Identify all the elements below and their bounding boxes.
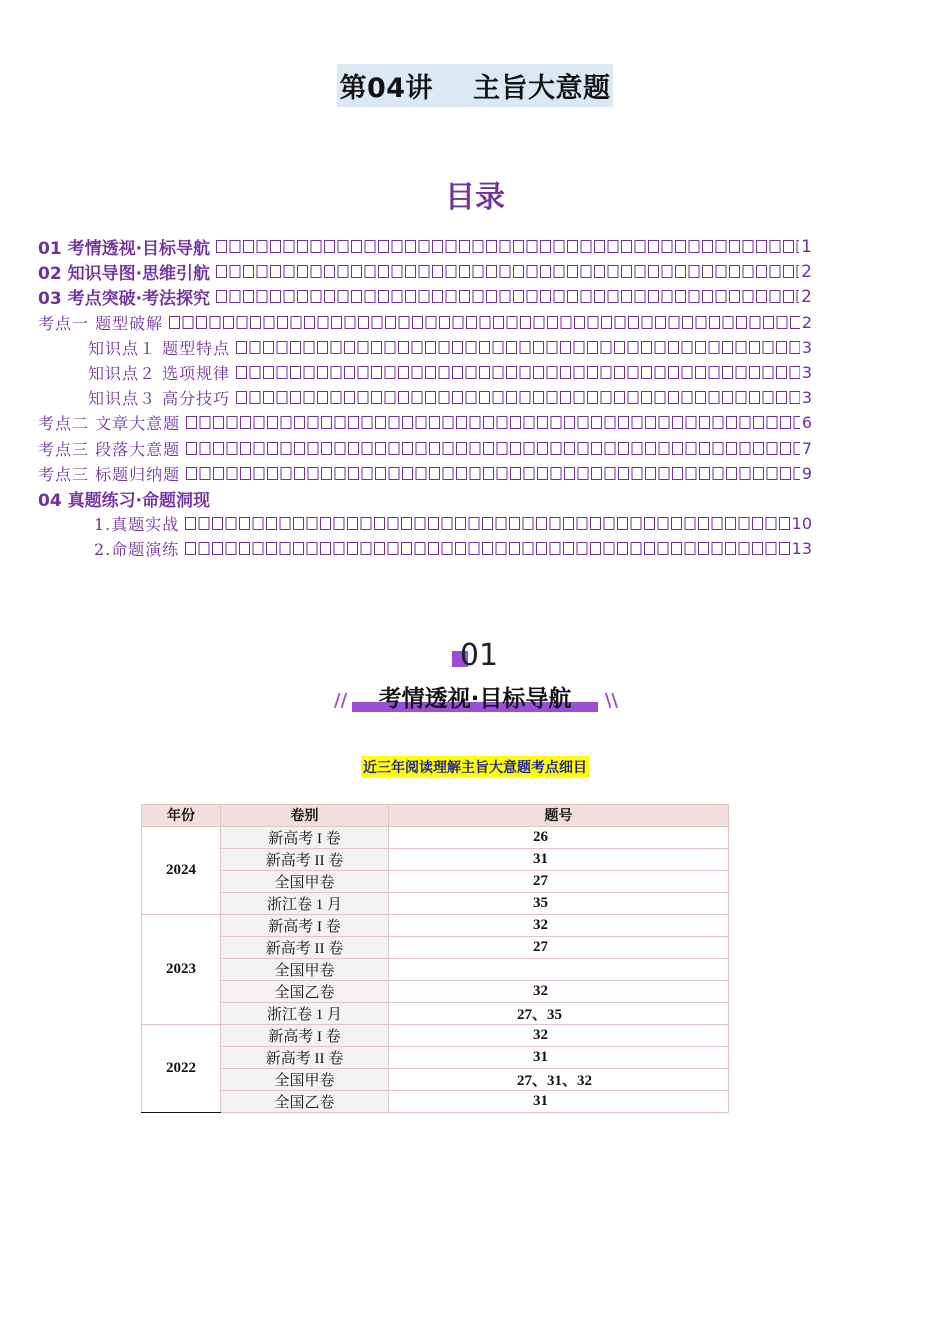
toc-entry-page: 1 (801, 236, 812, 257)
toc-leader (185, 517, 789, 530)
year-cell: 2024 (142, 826, 221, 914)
toc-entry-page: 2 (801, 312, 812, 332)
toc-entry[interactable] (38, 511, 812, 536)
table-caption: 近三年阅读理解主旨大意题考点细目 (361, 756, 589, 778)
paper-cell: 浙江卷 1 月 (221, 892, 389, 914)
toc-entry-page: 10 (791, 514, 812, 534)
paper-cell: 全国甲卷 (221, 1068, 389, 1090)
section-number (0, 638, 950, 673)
toc-entry-label: 考点二 文章大意题 (38, 414, 181, 434)
paper-cell: 全国甲卷 (221, 870, 389, 892)
header-year: 年份 (142, 805, 221, 827)
toc-entry-page: 3 (801, 363, 812, 383)
toc-entry[interactable] (38, 284, 812, 309)
toc-entry-page: 13 (791, 539, 812, 559)
questions-cell: 31 (389, 848, 729, 870)
paper-cell: 新高考 II 卷 (221, 1046, 389, 1068)
toc-leader (236, 341, 800, 354)
table-row (142, 848, 729, 870)
toc-entry-label: 知识点２ 选项规律 (88, 364, 231, 384)
table-row (142, 936, 729, 958)
toc-entry-page: 3 (801, 337, 812, 357)
toc-entry-label: 2.命题演练 (94, 540, 180, 560)
table-header-row (142, 805, 729, 827)
toc-entry-label: 考点三 段落大意题 (38, 439, 181, 459)
exam-table (141, 804, 729, 1113)
toc-entry-label: 考点三 标题归纳题 (38, 464, 181, 484)
table-row (142, 826, 729, 848)
toc-entry[interactable] (38, 536, 812, 561)
toc-entry-label: 1.真题实战 (94, 515, 180, 535)
questions-cell: 31 (389, 1090, 729, 1112)
toc-entry-page: 3 (801, 388, 812, 408)
table-row (142, 1090, 729, 1112)
toc-entry[interactable] (38, 259, 812, 284)
section-banner (330, 680, 620, 716)
toc-entry-label: 03 考点突破·考法探究 (38, 289, 211, 310)
toc-entry[interactable] (38, 234, 812, 259)
toc-leader (186, 442, 800, 455)
table-row (142, 980, 729, 1002)
questions-cell: 27 (389, 936, 729, 958)
questions-cell: 27、31、32 (389, 1068, 729, 1090)
toc-leader (236, 391, 800, 404)
toc-leader (216, 240, 799, 253)
paper-cell: 新高考 II 卷 (221, 936, 389, 958)
header-paper: 卷别 (221, 805, 389, 827)
paper-cell: 新高考 II 卷 (221, 848, 389, 870)
table-row (142, 914, 729, 936)
table-row (142, 1068, 729, 1090)
questions-cell: 32 (389, 914, 729, 936)
toc-entry[interactable] (38, 310, 812, 335)
questions-cell: 27 (389, 870, 729, 892)
table-row (142, 870, 729, 892)
lecture-title-wrap (0, 64, 950, 107)
paper-cell: 全国乙卷 (221, 1090, 389, 1112)
table-row (142, 1046, 729, 1068)
toc-leader (186, 416, 800, 429)
toc-entry-label: 知识点１ 题型特点 (88, 338, 231, 358)
section-title: 考情透视·目标导航 (378, 686, 572, 712)
questions-cell (389, 958, 729, 980)
year-cell: 2023 (142, 914, 221, 1024)
toc-entry[interactable] (38, 486, 812, 511)
toc-leader (186, 467, 800, 480)
toc-entry-page: 2 (801, 286, 812, 307)
paper-cell: 新高考 I 卷 (221, 914, 389, 936)
toc-leader (185, 542, 789, 555)
toc-leader (216, 290, 799, 303)
paper-cell: 全国甲卷 (221, 958, 389, 980)
paper-cell: 新高考 I 卷 (221, 826, 389, 848)
paper-cell: 浙江卷 1 月 (221, 1002, 389, 1024)
slash-decoration-left: // (334, 690, 348, 711)
toc-heading: 目录 (445, 180, 505, 215)
table-row (142, 958, 729, 980)
table-row (142, 892, 729, 914)
toc-entry-label: 知识点３ 高分技巧 (88, 389, 231, 409)
table-caption-wrap (0, 756, 950, 778)
slash-decoration-right: \\ (604, 690, 618, 711)
lecture-topic: 主旨大意题 (473, 73, 611, 104)
toc-entry-page: 2 (801, 261, 812, 282)
toc-entry[interactable] (38, 410, 812, 435)
section-number-text: 01 (459, 638, 499, 673)
table-of-contents (38, 234, 812, 561)
toc-entry[interactable] (38, 335, 812, 360)
toc-entry-label: 考点一 题型破解 (38, 313, 164, 333)
toc-leader (169, 316, 800, 329)
toc-leader (236, 366, 800, 379)
lecture-number: 第04讲 (339, 73, 434, 104)
toc-entry-page: 6 (801, 413, 812, 433)
toc-entry-label: 02 知识导图·思维引航 (38, 264, 211, 285)
lecture-title (337, 64, 612, 107)
toc-entry-page: 9 (801, 463, 812, 483)
questions-cell: 27、35 (389, 1002, 729, 1024)
table-row (142, 1002, 729, 1024)
year-cell: 2022 (142, 1024, 221, 1112)
toc-entry[interactable] (38, 436, 812, 461)
questions-cell: 31 (389, 1046, 729, 1068)
toc-entry[interactable] (38, 461, 812, 486)
questions-cell: 35 (389, 892, 729, 914)
table-row (142, 1024, 729, 1046)
toc-entry[interactable] (38, 385, 812, 410)
questions-cell: 26 (389, 826, 729, 848)
toc-leader (216, 265, 799, 278)
questions-cell: 32 (389, 1024, 729, 1046)
toc-entry-label: 01 考情透视·目标导航 (38, 239, 211, 260)
toc-entry-label: 04 真题练习·命题洞现 (38, 490, 211, 511)
header-questions: 题号 (389, 805, 729, 827)
toc-entry-page: 7 (801, 438, 812, 458)
toc-entry[interactable] (38, 360, 812, 385)
paper-cell: 新高考 I 卷 (221, 1024, 389, 1046)
paper-cell: 全国乙卷 (221, 980, 389, 1002)
questions-cell: 32 (389, 980, 729, 1002)
